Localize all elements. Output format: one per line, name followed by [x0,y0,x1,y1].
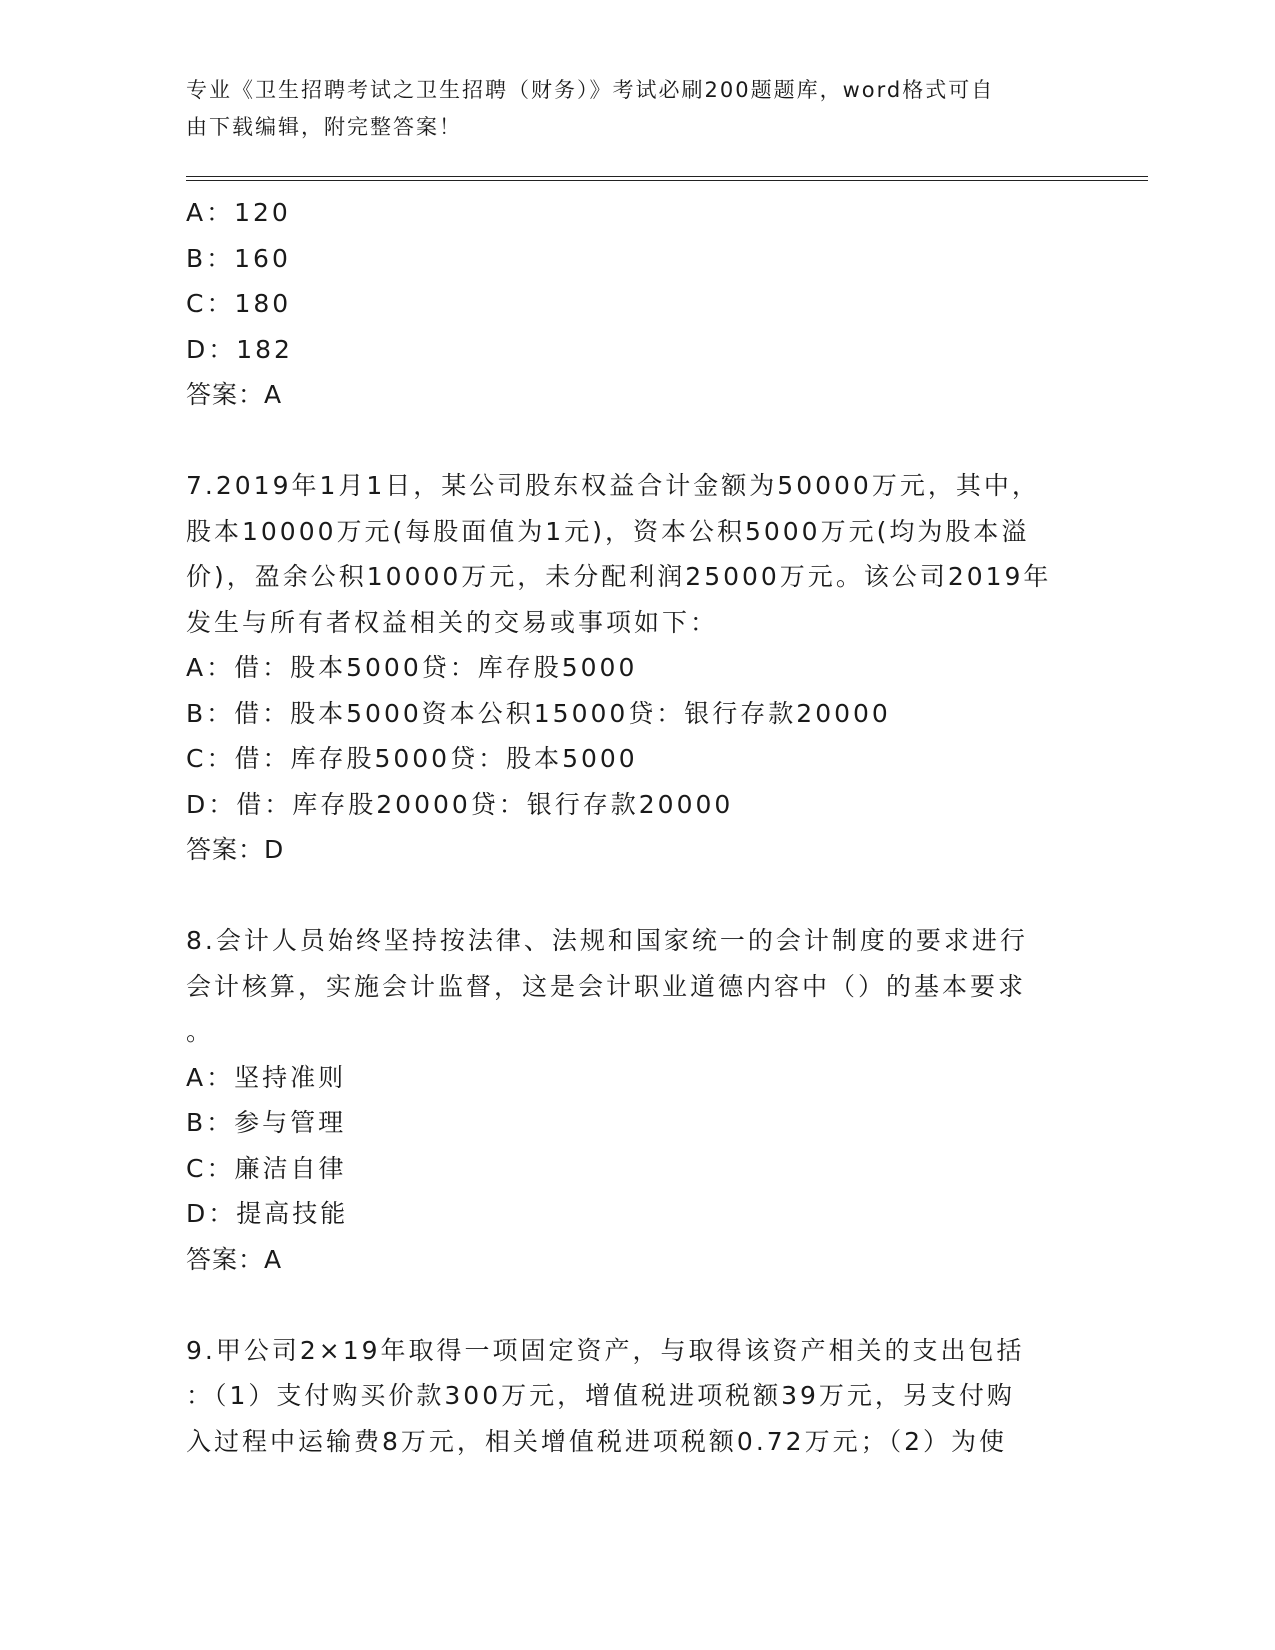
question-stem-line: 股本10000万元(每股面值为1元)，资本公积5000万元(均为股本溢 [186,516,1030,546]
spacer [186,873,1066,919]
answer-label: 答案：D [186,835,285,864]
option-b: B：参与管理 [186,1108,347,1137]
question-stem-line: ：（1）支付购买价款300万元，增值税进项税额39万元，另支付购 [186,1381,1015,1410]
option-c: C：借：库存股5000贷：股本5000 [186,744,638,773]
option-d: D：提高技能 [186,1199,349,1228]
option-b: B：借：股本5000资本公积15000贷：银行存款20000 [186,698,891,728]
document-header [186,72,1066,146]
question-stem-line: 7.2019年1月1日，某公司股东权益合计金额为50000万元，其中， [186,471,1040,500]
question-9 [186,1328,1066,1465]
question-6 [186,190,1066,418]
question-7 [186,463,1066,873]
answer-label: 答案：A [186,380,283,409]
option-a: A：120 [186,198,291,227]
question-stem-line: 9.甲公司2×19年取得一项固定资产，与取得该资产相关的支出包括 [186,1335,1025,1365]
question-stem-line: 价)，盈余公积10000万元，未分配利润25000万元。该公司2019年 [186,562,1052,591]
option-d: D：借：库存股20000贷：银行存款20000 [186,789,734,819]
question-stem-line: 会计核算，实施会计监督，这是会计职业道德内容中（）的基本要求 [186,971,1027,1001]
answer-label: 答案：A [186,1244,283,1274]
option-c: C：廉洁自律 [186,1153,347,1183]
question-8 [186,918,1066,1282]
question-stem-line: 发生与所有者权益相关的交易或事项如下： [186,607,719,637]
question-stem-line: 入过程中运输费8万元，相关增值税进项税额0.72万元；（2）为使 [186,1426,1007,1456]
spacer [186,418,1066,464]
document-body [186,190,1066,1464]
header-divider [186,176,1148,181]
option-c: C：180 [186,289,292,318]
spacer [186,1282,1066,1328]
option-b: B：160 [186,243,291,273]
question-stem-line: 8.会计人员始终坚持按法律、法规和国家统一的会计制度的要求进行 [186,926,1028,955]
question-stem-line: 。 [186,1017,215,1046]
option-a: A：坚持准则 [186,1062,347,1092]
header-title-line-2: 由下载编辑，附完整答案！ [186,115,462,139]
option-d: D：182 [186,334,293,364]
header-title-line-1: 专业《卫生招聘考试之卫生招聘（财务）》考试必刷200题题库，word格式可自 [186,78,995,102]
option-a: A：借：股本5000贷：库存股5000 [186,653,638,682]
